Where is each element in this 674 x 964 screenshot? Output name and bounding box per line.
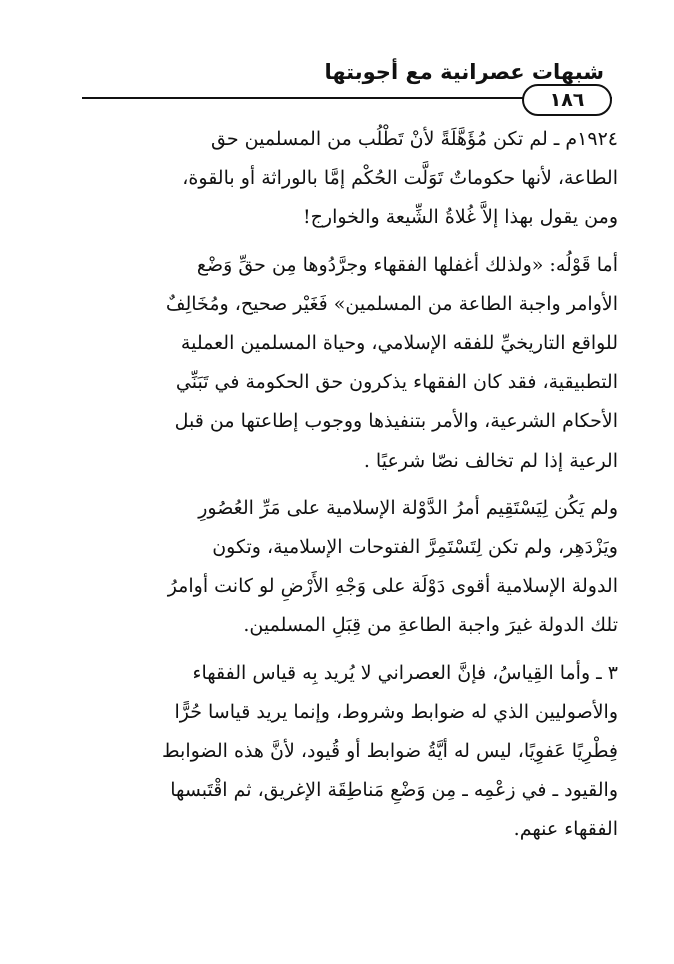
text-line: أما قَوْلُه: «ولذلك أغفلها الفقهاء وجرَّدُوها مِن حقِّ وَضْع xyxy=(196,253,618,276)
paragraph-1 xyxy=(72,120,618,238)
text-line: الأوامر واجبة الطاعة من المسلمين» فَغَيْر صحيح، ومُخَالِفٌ xyxy=(165,292,618,315)
text-line: والقيود ـ في زعْمِه ـ مِن وَضْعِ مَناطِقَة الإغريق، ثم اقْتَبسها xyxy=(170,779,618,802)
text-line: ١٩٢٤م ـ لم تكن مُؤَهَّلَةً لأنْ تَطْلُب من المسلمين حق xyxy=(211,128,618,150)
running-title: شبهات عصرانية مع أجوبتها xyxy=(324,60,604,84)
text-line: التطبيقية، فقد كان الفقهاء يذكرون حق الحكومة في تَبَنِّي xyxy=(175,371,618,394)
page-number: ١٨٦ xyxy=(522,84,612,116)
text-line: والأصوليين الذي له ضوابط وشروط، وإنما يريد قياسا حُرًّا xyxy=(174,700,618,723)
paragraph-3 xyxy=(72,489,618,646)
paragraph-2 xyxy=(72,246,618,481)
text-line: فِطْرِيًا عَفوِيًا، ليس له أيَّةُ ضوابط أو قُيود، لأنَّ هذه الضوابط xyxy=(162,740,618,763)
text-line: للواقع التاريخيِّ للفقه الإسلامي، وحياة المسلمين العملية xyxy=(180,332,618,355)
text-line: ويَزْدَهِر، ولم تكن لِتَسْتَمِرَّ الفتوحات الإسلامية، وتكون xyxy=(212,536,618,559)
text-line: ولم يَكُن لِيَسْتَقِيم أمرُ الدَّوْلة الإسلامية على مَرِّ العُصُورِ xyxy=(198,496,618,519)
body-text xyxy=(72,120,618,850)
text-line: الأحكام الشرعية، والأمر بتنفيذها ووجوب إطاعتها من قبل xyxy=(174,410,618,433)
text-line: الطاعة، لأنها حكوماتٌ تَوَلَّت الحُكْم إمَّا بالوراثة أو بالقوة، xyxy=(182,167,618,190)
text-line: تلك الدولة غيرَ واجبة الطاعةِ من قِبَلِ المسلمين. xyxy=(243,614,618,637)
text-line: الدولة الإسلامية أقوى دَوْلَة على وَجْهِ الأَرْضِ لو كانت أوامرُ xyxy=(167,575,618,598)
paragraph-4 xyxy=(72,654,618,850)
text-line: ٣ ـ وأما القِياسُ، فإنَّ العصراني لا يُريد بِه قياس الفقهاء xyxy=(192,661,618,684)
text-line: ومن يقول بهذا إلاَّ غُلاةُ الشِّيعة والخوارج! xyxy=(303,206,618,229)
text-line: الرعية إذا لم تخالف نصّا شرعيًا . xyxy=(363,449,618,472)
text-line: الفقهاء عنهم. xyxy=(513,818,618,841)
